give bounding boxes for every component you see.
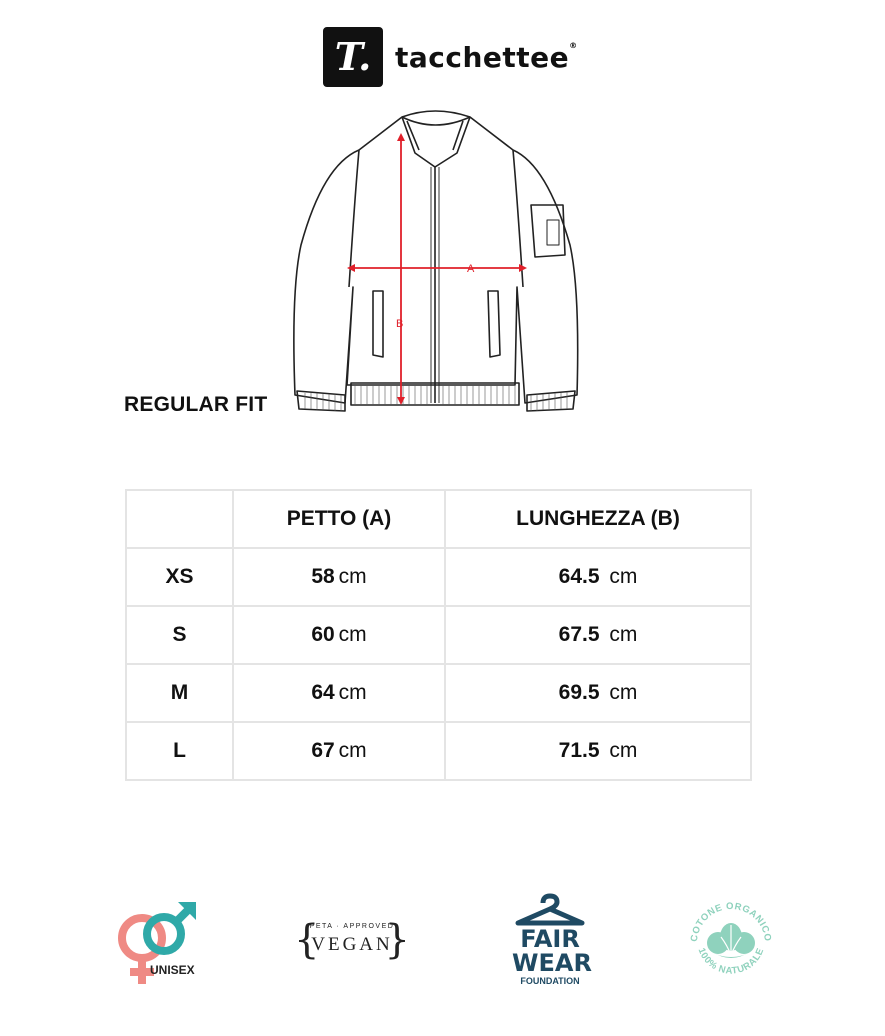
foundation-label: FOUNDATION xyxy=(520,976,580,986)
jacket-diagram xyxy=(285,105,590,415)
vegan-top-label: PETA · APPROVED xyxy=(309,923,395,930)
unit-label: cm xyxy=(338,623,367,646)
lunghezza-value: 64.5 xyxy=(558,565,600,588)
petto-cell xyxy=(233,606,445,664)
lunghezza-cell xyxy=(445,722,751,780)
logo-mark-icon xyxy=(323,27,383,87)
unit-label: cm xyxy=(338,681,367,704)
unit-label: cm xyxy=(338,565,367,588)
fair-label: FAIR xyxy=(520,925,580,953)
brace-right-icon: } xyxy=(384,917,410,963)
petto-cell xyxy=(233,722,445,780)
wear-label: WEAR xyxy=(512,949,592,977)
measure-a-label: A xyxy=(467,263,475,275)
lunghezza-value: 67.5 xyxy=(558,623,600,646)
petto-value: 67 xyxy=(311,739,335,762)
size-cell: XS xyxy=(126,548,233,606)
petto-value: 60 xyxy=(311,623,335,646)
table-header-lunghezza: LUNGHEZZA (B) xyxy=(445,490,751,548)
lunghezza-cell xyxy=(445,606,751,664)
fair-wear-icon xyxy=(512,893,592,988)
brand-name-text: tacchettee xyxy=(395,40,570,74)
unit-label: cm xyxy=(609,623,638,646)
brace-left-icon: { xyxy=(294,917,320,963)
cotton-top-label: COTONE ORGANICO xyxy=(688,900,774,943)
vegan-badge xyxy=(294,917,410,964)
petto-value: 64 xyxy=(311,681,335,704)
table-row xyxy=(126,606,751,664)
petto-cell xyxy=(233,548,445,606)
size-table xyxy=(125,489,752,781)
lunghezza-value: 69.5 xyxy=(558,681,600,704)
brand-logo xyxy=(323,27,578,87)
registered-mark: ® xyxy=(569,40,578,50)
table-header-row xyxy=(126,490,751,548)
organic-cotton-icon xyxy=(683,893,779,989)
size-cell: L xyxy=(126,722,233,780)
table-header-petto: PETTO (A) xyxy=(233,490,445,548)
vegan-label: VEGAN xyxy=(311,934,393,955)
table-row xyxy=(126,548,751,606)
table-header-size xyxy=(126,490,233,548)
lunghezza-cell xyxy=(445,664,751,722)
measure-b-label: B xyxy=(396,318,404,330)
logo-mark-text: T. xyxy=(334,34,372,79)
cotton-bottom-label: 100% NATURALE xyxy=(695,946,767,977)
fit-label: REGULAR FIT xyxy=(124,393,268,416)
unit-label: cm xyxy=(609,739,638,762)
petto-cell xyxy=(233,664,445,722)
lunghezza-value: 71.5 xyxy=(558,739,600,762)
unit-label: cm xyxy=(338,739,367,762)
unit-label: cm xyxy=(609,565,638,588)
petto-value: 58 xyxy=(311,565,335,588)
table-row xyxy=(126,722,751,780)
hanger-icon xyxy=(512,893,588,927)
size-cell: M xyxy=(126,664,233,722)
table-row xyxy=(126,664,751,722)
brand-name xyxy=(395,41,578,74)
unit-label: cm xyxy=(609,681,638,704)
size-cell: S xyxy=(126,606,233,664)
unisex-label: UNISEX xyxy=(150,963,195,977)
lunghezza-cell xyxy=(445,548,751,606)
